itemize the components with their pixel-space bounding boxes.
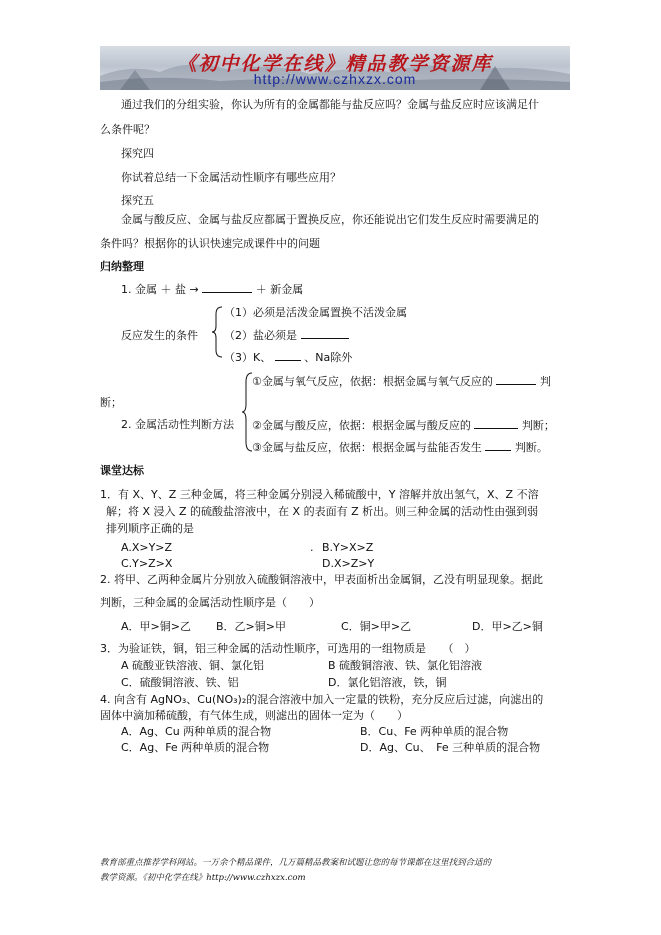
q1-option-c: C.Y>Z>X xyxy=(121,557,173,570)
q3-line: 3．为验证铁，铜，铝三种金属的活动性顺序，可选用的一组物质是 （ ） xyxy=(100,642,476,655)
q2-option-d: D．甲>乙>铜 xyxy=(472,620,543,633)
cond-2 xyxy=(224,328,349,343)
answer-blank xyxy=(474,418,518,429)
intro-line: 么条件呢？ xyxy=(100,123,155,136)
banner-title: 《初中化学在线》精品教学资源库 xyxy=(177,53,493,75)
apply-1-cont: 断； xyxy=(100,396,122,409)
footer-line: 教学资源。《初中化学在线》http://www.czhxzx.com xyxy=(100,873,306,883)
cond-3-text: 、Na除外 xyxy=(304,351,353,364)
cond-3-text: （3）K、 xyxy=(224,351,272,364)
q4-option-d: D．Ag、Cu、 Fe 三种单质的混合物 xyxy=(360,741,541,754)
q2-option-a: A．甲>铜>乙 xyxy=(121,620,191,633)
intro-line: 通过我们的分组实验，你认为所有的金属都能与盐反应吗？金属与盐反应时应该满足什 xyxy=(121,98,539,111)
answer-blank xyxy=(301,328,349,339)
header-banner xyxy=(100,46,570,90)
summary-heading: 归纳整理 xyxy=(100,260,144,273)
intro-line: 金属与酸反应、金属与盐反应都属于置换反应，你还能说出它们发生反应时需要满足的 xyxy=(121,213,539,226)
q1-line: 解；将 X 浸入 Z 的硫酸盐溶液中，在 X 的表面有 Z 析出。则三种金属的活动性由强到弱 xyxy=(106,505,539,518)
item1-text: 1. 金属 ＋ 盐 → xyxy=(121,283,199,296)
intro-line: 你试着总结一下金属活动性顺序有哪些应用？ xyxy=(121,171,341,184)
q1-dot: . xyxy=(310,541,314,554)
banner-url[interactable]: http://www.czhxzx.com xyxy=(253,71,417,87)
q3-option-d: D．氯化铝溶液，铁，铜 xyxy=(328,676,447,689)
q2-line: 2. 将甲、乙两种金属片分别放入硫酸铜溶液中，甲表面析出金属铜，乙没有明显现象。据此 xyxy=(100,573,543,586)
q2-option-b: B．乙>铜>甲 xyxy=(216,620,286,633)
q4-option-c: C．Ag、Fe 两种单质的混合物 xyxy=(121,741,270,754)
answer-blank xyxy=(202,282,252,293)
q1-option-b: B.Y>X>Z xyxy=(322,541,374,554)
cond-1: （1）必须是活泼金属置换不活泼金属 xyxy=(224,306,407,319)
apply-3 xyxy=(252,440,548,455)
cond-label: 反应发生的条件 xyxy=(121,329,198,342)
apply-3-text: 判断。 xyxy=(514,441,548,454)
footer-line: 教育部重点推荐学科网站。一万余个精品课件，几万篇精品教案和试题让您的每节课都在这里找到合适的 xyxy=(100,858,492,868)
q1-option-d: D.X>Z>Y xyxy=(322,557,375,570)
item2-label: 2. 金属活动性判断方法 xyxy=(121,418,234,431)
cond-2-text: （2）盐必须是 xyxy=(224,329,297,342)
section-label: 探究五 xyxy=(121,194,154,207)
summary-item-1 xyxy=(121,282,303,297)
answer-blank xyxy=(485,440,511,451)
q1-line: 排列顺序正确的是 xyxy=(106,522,194,535)
apply-1-text: ①金属与氧气反应，依据：根据金属与氧气反应的 xyxy=(252,375,493,388)
item1-text: ＋ 新金属 xyxy=(255,283,304,296)
q3-option-a: A 硫酸亚铁溶液、铜、氯化铝 xyxy=(121,659,265,672)
intro-line: 条件吗？根据你的认识快速完成课件中的问题 xyxy=(100,237,320,250)
q2-option-c: C．铜>甲>乙 xyxy=(341,620,412,633)
q1-option-a: A.X>Y>Z xyxy=(121,541,173,554)
q1-line: 1．有 X、Y、Z 三种金属，将三种金属分别浸入稀硫酸中，Y 溶解并放出氢气，X、Z 不溶 xyxy=(100,488,539,501)
q4-option-a: A．Ag、Cu 两种单质的混合物 xyxy=(121,725,272,738)
apply-1 xyxy=(252,374,551,389)
answer-blank xyxy=(496,374,536,385)
q3-option-c: C．硫酸铜溶液、铁、铝 xyxy=(121,676,239,689)
q4-line: 4. 向含有 AgNO₃、Cu(NO₃)₂的混合溶液中加入一定量的铁粉，充分反应后过滤，向滤出的 xyxy=(100,693,544,706)
answer-blank xyxy=(275,350,301,361)
apply-1-text: 判 xyxy=(539,375,551,388)
apply-2-text: ②金属与酸反应，依据：根据金属与酸反应的 xyxy=(252,419,471,432)
q4-line: 固体中滴加稀硫酸，有气体生成，则滤出的固体一定为（ ） xyxy=(100,709,408,722)
practice-heading: 课堂达标 xyxy=(100,464,144,477)
q2-line: 判断，三种金属的金属活动性顺序是（ ） xyxy=(100,596,320,609)
apply-2 xyxy=(252,418,555,433)
cond-3 xyxy=(224,350,352,365)
apply-3-text: ③金属与盐反应，依据：根据金属与盐能否发生 xyxy=(252,441,482,454)
brace-icon xyxy=(212,306,224,358)
apply-2-text: 判断； xyxy=(521,419,555,432)
q4-option-b: B．Cu、Fe 两种单质的混合物 xyxy=(360,725,509,738)
q3-option-b: B 硫酸铜溶液、铁、氯化铝溶液 xyxy=(328,659,483,672)
section-label: 探究四 xyxy=(121,147,154,160)
